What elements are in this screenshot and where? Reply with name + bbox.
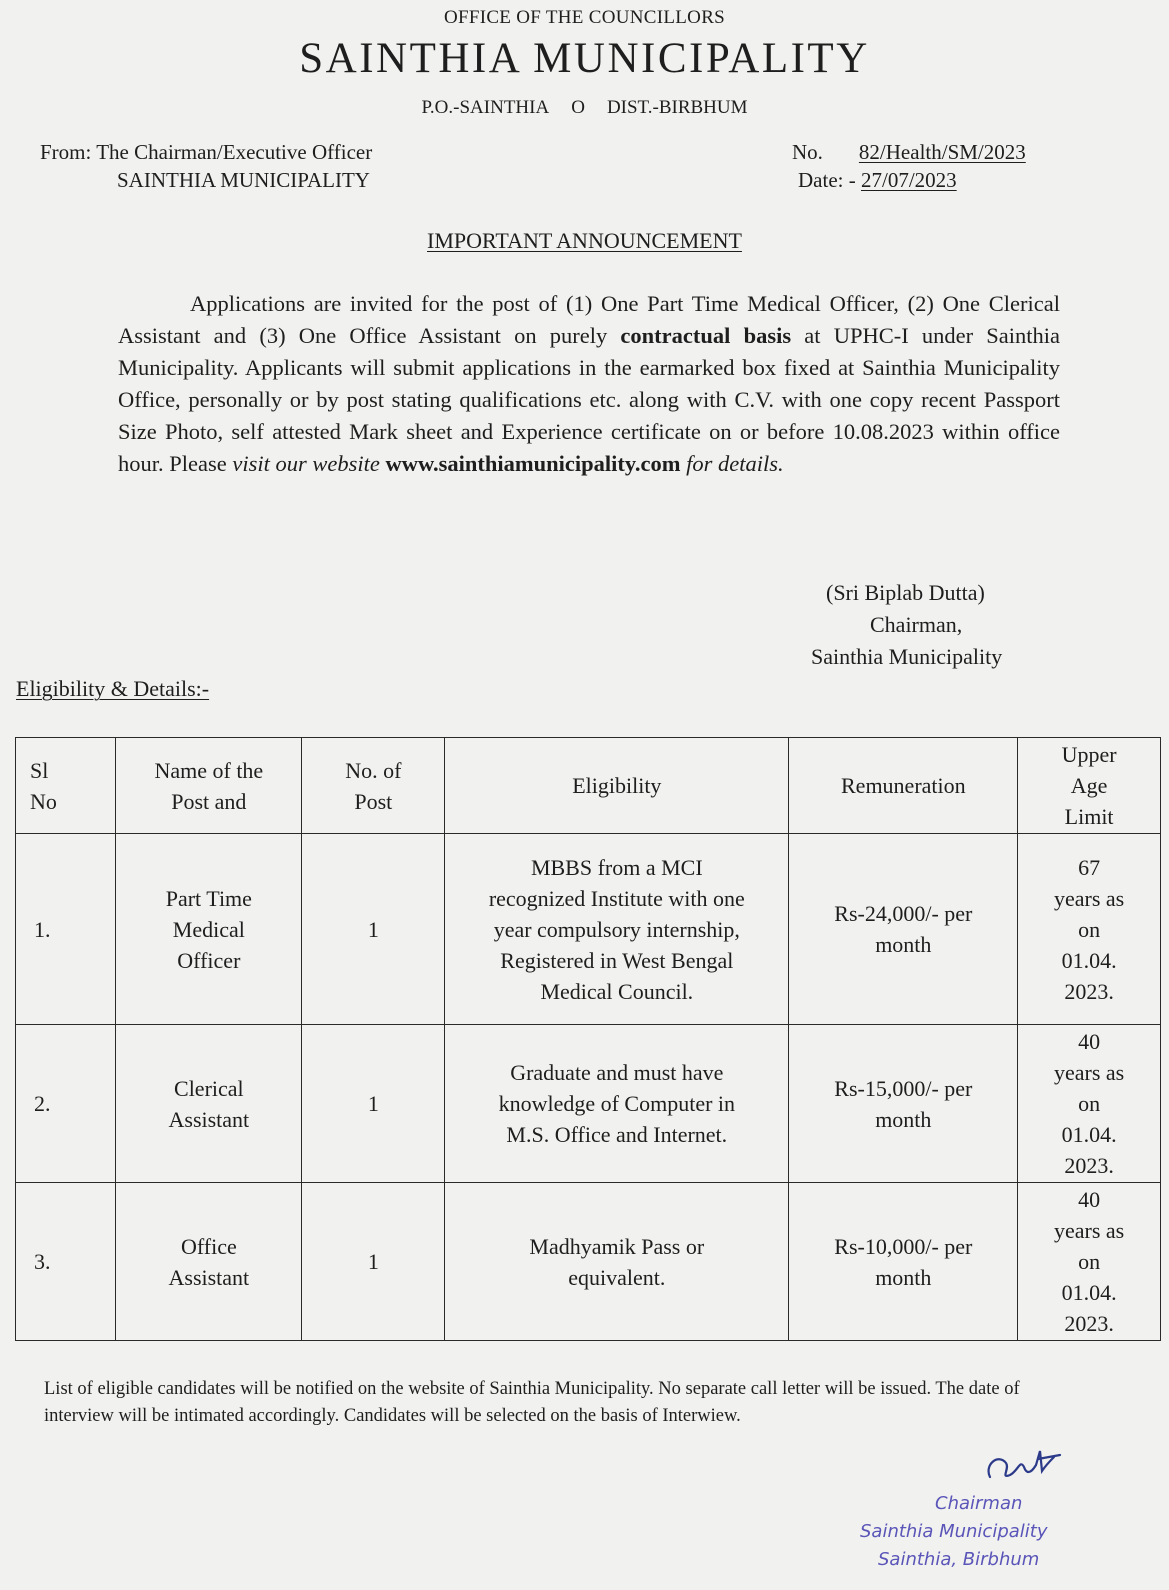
footer-note: List of eligible candidates will be notified on the website of Sainthia Municipality. No separate call letter will be issued. The date of interview will be intimated accordingly. Candidates will be selected on the basis of Interwiew. (44, 1379, 1020, 1426)
reference-date-value: 27/07/2023 (860, 168, 957, 192)
header-sl-no: Sl No (16, 738, 116, 834)
row-sl: 1. (16, 834, 116, 1025)
from-organization: SAINTHIA MUNICIPALITY (117, 168, 370, 192)
table-row (16, 1025, 1161, 1183)
signatory-name: (Sri Biplab Dutta) (826, 580, 985, 605)
table-header-row (16, 738, 1161, 834)
stamp-line-location: Sainthia, Birbhum (878, 1549, 1040, 1570)
row-sl: 2. (16, 1025, 116, 1183)
address-separator: O (571, 97, 585, 118)
reference-number-label: No. (792, 140, 823, 164)
stamp-line-municipality: Sainthia Municipality (860, 1521, 1048, 1542)
handwritten-signature (980, 1445, 1070, 1487)
stamp-line-chairman: Chairman (935, 1493, 1023, 1514)
header-age-limit: Upper Age Limit (1018, 738, 1161, 834)
reference-number-value: 82/Health/SM/2023 (858, 140, 1026, 164)
reference-date (798, 168, 957, 193)
row-post-count: 1 (302, 1183, 445, 1341)
district: DIST.-BIRBHUM (606, 97, 748, 118)
row-eligibility: Graduate and must have knowledge of Computer in M.S. Office and Internet. (445, 1025, 789, 1183)
header-post-name: Name of the Post and (116, 738, 302, 834)
row-remuneration: Rs-10,000/- per month (789, 1183, 1018, 1341)
row-post-count: 1 (302, 1025, 445, 1183)
row-remuneration: Rs-15,000/- per month (789, 1025, 1018, 1183)
office-heading: OFFICE OF THE COUNCILLORS (443, 7, 726, 28)
signatory-organization: Sainthia Municipality (811, 644, 1003, 669)
reference-date-label: Date: - (798, 168, 856, 192)
header-no-of-post: No. of Post (302, 738, 445, 834)
row-age-limit: 67 years as on 01.04. 2023. (1018, 834, 1161, 1025)
row-age-limit: 40 years as on 01.04. 2023. (1018, 1025, 1161, 1183)
chairman-stamp (860, 1490, 1048, 1574)
address-line (0, 97, 1169, 119)
visit-website-text: visit our website (232, 451, 380, 476)
eligibility-table (15, 737, 1161, 1341)
signatory-title: Chairman, (870, 612, 963, 637)
row-remuneration: Rs-24,000/- per month (789, 834, 1018, 1025)
table-row (16, 1183, 1161, 1341)
eligibility-heading: Eligibility & Details:- (16, 676, 210, 701)
row-eligibility: MBBS from a MCI recognized Institute with one year compulsory internship, Registered in West Bengal Medical Council. (445, 834, 789, 1025)
row-eligibility: Madhyamik Pass or equivalent. (445, 1183, 789, 1341)
row-post-count: 1 (302, 834, 445, 1025)
row-post-name: Part Time Medical Officer (116, 834, 302, 1025)
post-office: P.O.-SAINTHIA (421, 97, 550, 118)
header-remuneration: Remuneration (789, 738, 1018, 834)
row-sl: 3. (16, 1183, 116, 1341)
header-eligibility: Eligibility (445, 738, 789, 834)
row-post-name: Office Assistant (116, 1183, 302, 1341)
row-post-name: Clerical Assistant (116, 1025, 302, 1183)
from-line: From: The Chairman/Executive Officer (40, 140, 373, 164)
website-link[interactable]: www.sainthiamunicipality.com (385, 451, 681, 476)
row-age-limit: 40 years as on 01.04. 2023. (1018, 1183, 1161, 1341)
announcement-body: Applications are invited for the post of (1) One Part Time Medical Officer, (2) One Clerical Assistant and (3) One Office Assistant on purely contractual basis at UPHC-I under Sainthia Municipality. Applicants will submit applications in the earmarked box fixed at Sainthia Municipality Office, personally or by post stating qualifications etc. along with C.V. with one copy recent Passport Size Photo, self attested Mark sheet and Experience certificate on or before 10.08.2023 within office hour. Please visit our website www.sainthiamunicipality.com for details. (118, 291, 1061, 476)
details-text: for details. (686, 451, 784, 476)
announcement-title: IMPORTANT ANNOUNCEMENT (427, 228, 742, 253)
reference-number (792, 140, 1026, 165)
municipality-title: SAINTHIA MUNICIPALITY (299, 35, 870, 82)
table-row (16, 834, 1161, 1025)
contractual-emphasis: contractual basis (620, 323, 792, 348)
